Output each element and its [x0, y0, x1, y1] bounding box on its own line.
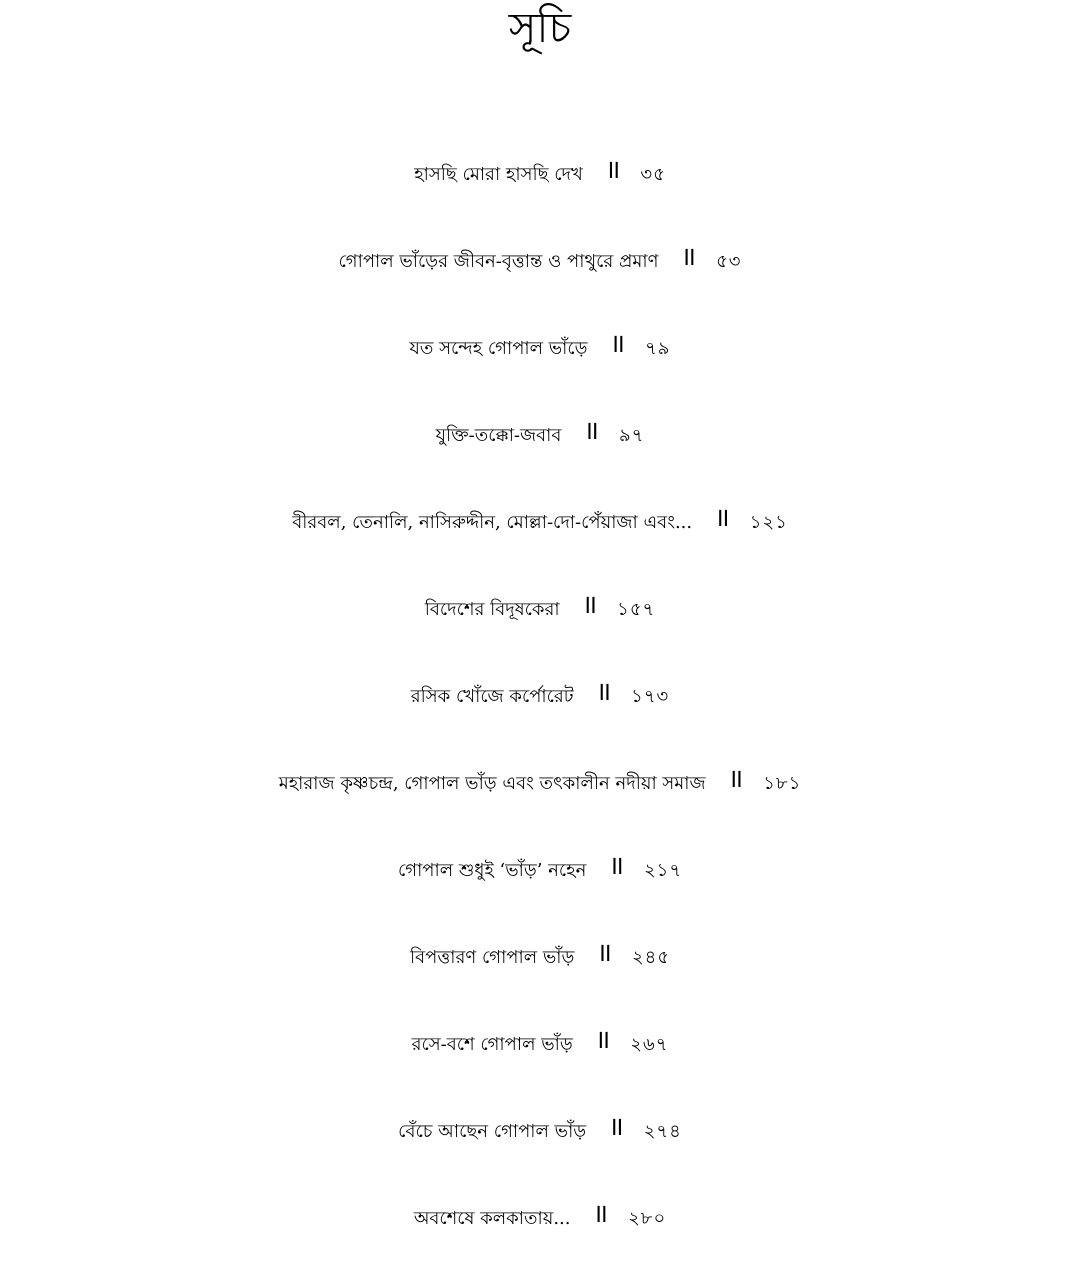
toc-page-number: ১২১	[749, 512, 788, 533]
toc-page-number: ৭৯	[645, 338, 671, 359]
toc-separator: ॥	[583, 416, 601, 446]
toc-entry	[0, 575, 1080, 662]
toc-separator: ॥	[714, 503, 732, 533]
toc-separator: ॥	[581, 590, 600, 620]
toc-separator: ॥	[609, 329, 628, 359]
toc-entry-title: যুক্তি-তক্কো-জবাব	[435, 425, 562, 446]
toc-entry-title: যত সন্দেহ গোপাল ভাঁড়ে	[409, 338, 588, 359]
toc-entry	[0, 314, 1080, 401]
toc-entry	[0, 749, 1080, 836]
toc-entry-title: গোপাল শুধুই ‘ভাঁড়’ নহেন	[397, 860, 587, 881]
toc-page-number: ১৭৩	[631, 686, 670, 707]
toc-entry	[0, 140, 1080, 227]
toc-entry-title: হাসছি মোরা হাসছি দেখ	[414, 164, 583, 185]
toc-list	[0, 140, 1080, 1271]
toc-entry	[0, 923, 1080, 1010]
toc-page-number: ১৫৭	[617, 599, 656, 620]
toc-page-number: ৫৩	[716, 251, 742, 272]
toc-page-number: ৩৫	[640, 164, 666, 185]
toc-separator: ॥	[608, 851, 626, 881]
toc-entry	[0, 1010, 1080, 1097]
toc-separator: ॥	[680, 242, 699, 272]
toc-separator: ॥	[608, 1112, 626, 1142]
toc-entry	[0, 488, 1080, 575]
toc-entry	[0, 1097, 1080, 1184]
toc-separator: ॥	[592, 1199, 611, 1229]
toc-separator: ॥	[594, 1025, 613, 1055]
toc-entry	[0, 836, 1080, 923]
toc-page-number: ৯৭	[618, 425, 645, 446]
toc-entry	[0, 401, 1080, 488]
toc-entry-title: বিদেশের বিদূষকেরা	[424, 599, 560, 620]
toc-entry-title: বেঁচে আছেন গোপাল ভাঁড়	[398, 1121, 587, 1142]
toc-entry-title: বীরবল, তেনালি, নাসিরুদ্দীন, মোল্লা-দো-পেঁয়াজা এবং...	[292, 512, 693, 533]
toc-entry-title: অবশেষে কলকাতায়...	[413, 1208, 571, 1229]
toc-separator: ॥	[604, 155, 623, 185]
toc-page-number: ২১৭	[643, 860, 683, 881]
toc-page-number: ২৮০	[628, 1208, 667, 1229]
toc-page-number: ২৭৪	[643, 1121, 682, 1142]
toc-entry-title: গোপাল ভাঁড়ের জীবন-বৃত্তান্ত ও পাথুরে প্রমাণ	[338, 251, 659, 272]
toc-separator: ॥	[595, 677, 614, 707]
toc-entry-title: রসিক খোঁজে কর্পোরেট	[410, 686, 574, 707]
toc-entry-title: রসে-বশে গোপাল ভাঁড়	[411, 1034, 573, 1055]
toc-entry-title: বিপত্তারণ গোপাল ভাঁড়	[409, 947, 575, 968]
page-title: সূচি	[508, 3, 572, 52]
toc-entry	[0, 1184, 1080, 1271]
toc-page-number: ২৪৫	[631, 947, 671, 968]
toc-entry-title: মহারাজ কৃষ্ণচন্দ্র, গোপাল ভাঁড় এবং তৎকালীন নদীয়া সমাজ	[278, 773, 706, 794]
toc-page-number: ১৮১	[763, 773, 802, 794]
toc-entry	[0, 662, 1080, 749]
toc-entry	[0, 227, 1080, 314]
toc-page-number: ২৬৭	[630, 1034, 669, 1055]
toc-separator: ॥	[727, 764, 746, 794]
toc-separator: ॥	[596, 938, 614, 968]
